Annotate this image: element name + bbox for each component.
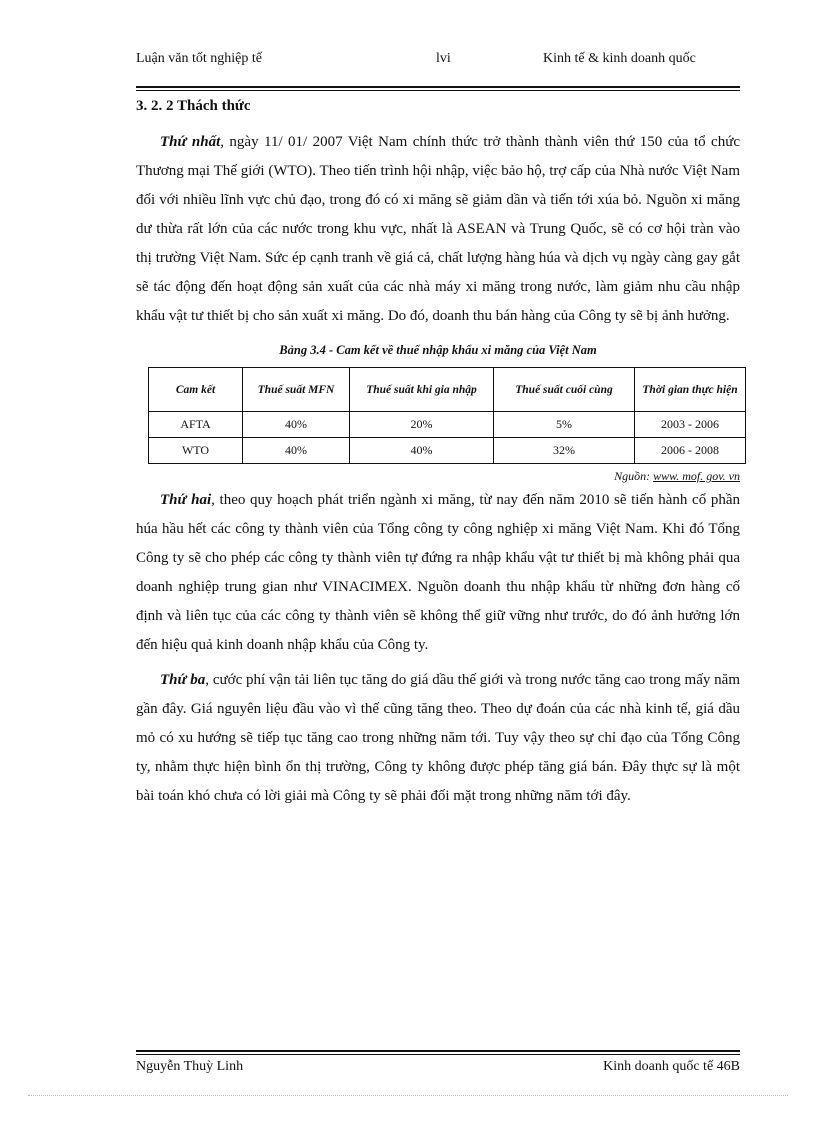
table-cell: AFTA bbox=[149, 412, 243, 438]
table-cell: 40% bbox=[350, 438, 494, 464]
table-row bbox=[149, 438, 746, 464]
paragraph-1 bbox=[136, 128, 740, 331]
footer-rule bbox=[136, 1050, 740, 1055]
paragraph-2 bbox=[136, 486, 740, 660]
table-row bbox=[149, 412, 746, 438]
source-label: Nguồn: bbox=[614, 469, 651, 483]
footer-class: Kinh doanh quốc tế 46B bbox=[603, 1059, 740, 1074]
table-cell: 5% bbox=[494, 412, 635, 438]
table-cell: 40% bbox=[243, 438, 350, 464]
section-title: 3. 2. 2 Thách thức bbox=[136, 98, 251, 114]
table-cell: 32% bbox=[494, 438, 635, 464]
header-rule bbox=[136, 86, 740, 91]
header-left-text: Luận văn tốt nghiệp tế bbox=[136, 51, 262, 66]
paragraph-lead: Thứ nhất bbox=[160, 134, 221, 150]
table-caption: Bảng 3.4 - Cam kết về thuế nhập khẩu xi măng của Việt Nam bbox=[279, 343, 597, 357]
table-cell: 20% bbox=[350, 412, 494, 438]
main-content bbox=[136, 96, 740, 811]
table-header-cell: Thuế suất cuối cùng bbox=[494, 368, 635, 412]
paragraph-3 bbox=[136, 666, 740, 811]
table-cell: WTO bbox=[149, 438, 243, 464]
page-number: lvi bbox=[436, 51, 451, 66]
table-cell: 2006 - 2008 bbox=[635, 438, 746, 464]
table-cell: 40% bbox=[243, 412, 350, 438]
header-right-text: Kinh tế & kinh doanh quốc bbox=[543, 51, 696, 66]
page-boundary-line bbox=[28, 1095, 788, 1096]
table-header-cell: Thời gian thực hiện bbox=[635, 368, 746, 412]
paragraph-text: , theo quy hoạch phát triển ngành xi măng, từ nay đến năm 2010 sẽ tiến hành cổ phần húa hầu hết các công ty thành viên của Tổng công ty công nghiệp xi măng Việt Nam. Khi đó Tổng Công ty sẽ cho phép các công ty thành viên tự đứng ra nhập khẩu vật tư thiết bị mà không phải qua doanh nghiệp trung gian như VINACIMEX. Nguồn doanh thu nhập khẩu từ những đơn hàng cố định và liên tục của các công ty thành viên sẽ không thể giữ vững như trước, do đó ảnh hưởng lớn đến hiệu quả kinh doanh nhập khẩu của Công ty. bbox=[136, 492, 740, 653]
tariff-table bbox=[148, 367, 746, 464]
paragraph-text: , ngày 11/ 01/ 2007 Việt Nam chính thức trở thành thành viên thứ 150 của tổ chức Thương mại Thế giới (WTO). Theo tiến trình hội nhập, việc bảo hộ, trợ cấp của Nhà nước Việt Nam đối với nhiều lĩnh vực chủ đạo, trong đó có xi măng sẽ giảm dần và tiến tới xúa bỏ. Nguồn xi măng dư thừa rất lớn của các nước trong khu vực, nhất là ASEAN và Trung Quốc, sẽ có cơ hội tràn vào thị trường Việt Nam. Sức ép cạnh tranh về giá cả, chất lượng hàng húa và dịch vụ ngày càng gay gắt sẽ tác động đến hoạt động sản xuất của các nhà máy xi măng trong nước, làm giảm nhu cầu nhập khẩu vật tư thiết bị cho sản xuất xi măng. Do đó, doanh thu bán hàng của Công ty sẽ bị ảnh hưởng. bbox=[136, 134, 740, 324]
paragraph-lead: Thứ ba bbox=[160, 672, 206, 688]
footer-author: Nguyễn Thuỳ Linh bbox=[136, 1059, 244, 1074]
table-header-cell: Cam kết bbox=[149, 368, 243, 412]
table-source bbox=[136, 469, 740, 484]
source-link[interactable]: www. mof. gov. vn bbox=[653, 469, 740, 483]
paragraph-text: , cước phí vận tải liên tục tăng do giá dầu thế giới và trong nước tăng cao trong mấy năm gần đây. Giá nguyên liệu đầu vào vì thế cũng tăng theo. Theo dự đoán của các nhà kinh tế, giá dầu mỏ có xu hướng sẽ tiếp tục tăng cao trong những năm tới. Tuy vậy theo sự chỉ đạo của Tổng Công ty, nhằm thực hiện bình ổn thị trường, Công ty không được phép tăng giá bán. Đây thực sự là một bài toán khó chưa có lời giải mà Công ty sẽ phải đối mặt trong những năm tới đây. bbox=[136, 672, 740, 804]
table-header-row bbox=[149, 368, 746, 412]
table-cell: 2003 - 2006 bbox=[635, 412, 746, 438]
table-header-cell: Thuế suất MFN bbox=[243, 368, 350, 412]
table-header-cell: Thuế suất khi gia nhập bbox=[350, 368, 494, 412]
paragraph-lead: Thứ hai bbox=[160, 492, 212, 508]
